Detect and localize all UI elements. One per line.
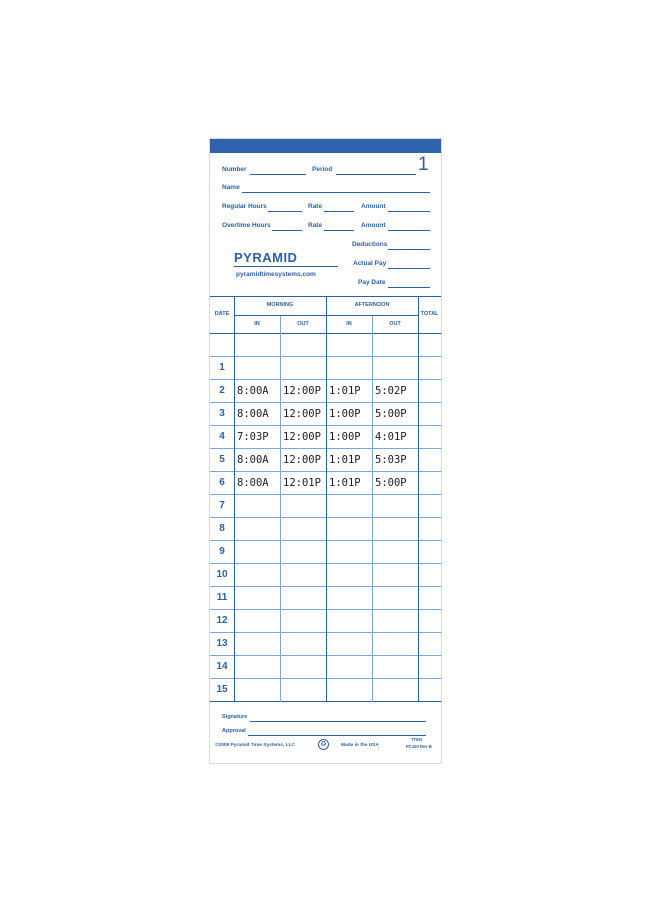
pay-date-field[interactable] (388, 287, 430, 288)
punch-m-out: 12:00P (283, 385, 321, 397)
date-cell: 5 (219, 454, 225, 465)
name-label: Name (222, 184, 240, 191)
recycle-icon: ♻ (318, 739, 329, 750)
deductions-field[interactable] (388, 249, 430, 250)
date-cell: 1 (219, 362, 225, 373)
made-in-usa: Made in the USA (341, 743, 379, 748)
punch-m-out: 12:00P (283, 431, 321, 443)
punch-a-out: 4:01P (375, 431, 407, 443)
punch-a-out: 5:02P (375, 385, 407, 397)
amount-field-overtime[interactable] (388, 230, 430, 231)
date-cell: 7 (219, 500, 225, 511)
punch-a-in: 1:01P (329, 454, 361, 466)
actual-pay-field[interactable] (388, 268, 430, 269)
date-cell: 13 (216, 638, 228, 649)
punch-a-in: 1:00P (329, 408, 361, 420)
overtime-hours-field[interactable] (272, 230, 302, 231)
date-cell: 9 (219, 546, 225, 557)
signature-label: Signature (222, 714, 248, 720)
afternoon-in-label: IN (346, 321, 352, 327)
afternoon-split-rule (372, 316, 373, 702)
midday-column-rule (326, 297, 327, 702)
actual-pay-label: Actual Pay (353, 260, 387, 267)
morning-split-rule (280, 316, 281, 702)
time-card (209, 138, 442, 764)
punch-a-out: 5:00P (375, 408, 407, 420)
regular-hours-label: Regular Hours (222, 203, 267, 210)
date-cell: 10 (216, 569, 228, 580)
morning-header: MORNING (266, 302, 294, 308)
total-header: TOTAL (420, 311, 439, 317)
punch-m-in: 8:00A (237, 385, 269, 397)
punch-a-in: 1:00P (329, 431, 361, 443)
website-url: pyramidtimesystems.com (236, 271, 316, 278)
punch-m-out: 12:00P (283, 408, 321, 420)
rate-field-regular[interactable] (324, 211, 354, 212)
punch-m-out: 12:01P (283, 477, 321, 489)
punch-m-out: 12:00P (283, 454, 321, 466)
punch-a-in: 1:01P (329, 385, 361, 397)
date-cell: 4 (219, 431, 225, 442)
amount-label-regular: Amount (361, 203, 386, 210)
amount-label-overtime: Amount (361, 222, 386, 229)
logo-text: PYRAMID (234, 250, 298, 265)
date-cell: 12 (216, 615, 228, 626)
afternoon-header: AFTERNOON (354, 302, 390, 308)
top-color-bar (210, 139, 441, 153)
morning-in-label: IN (254, 321, 260, 327)
card-number: 1 (418, 154, 429, 175)
regular-hours-field[interactable] (268, 211, 302, 212)
date-column-rule (234, 297, 235, 702)
pyramid-logo (234, 250, 297, 265)
punch-a-out: 5:03P (375, 454, 407, 466)
date-header: DATE (214, 311, 230, 317)
name-field[interactable] (242, 192, 430, 193)
rate-label-overtime: Rate (308, 222, 323, 229)
approval-label: Approval (222, 728, 246, 734)
deductions-label: Deductions (352, 241, 388, 248)
number-label: Number (222, 166, 247, 173)
date-cell: 15 (216, 684, 228, 695)
rate-label-regular: Rate (308, 203, 323, 210)
copyright: ©2009 Pyramid Time Systems, LLC (215, 743, 295, 748)
punch-m-in: 8:00A (237, 454, 269, 466)
punch-m-in: 8:00A (237, 408, 269, 420)
number-field[interactable] (250, 174, 306, 175)
total-column-rule (418, 297, 419, 702)
punch-m-in: 7:03P (237, 431, 269, 443)
date-cell: 3 (219, 408, 225, 419)
date-cell: 11 (216, 592, 228, 603)
overtime-hours-label: Overtime Hours (222, 222, 271, 229)
punch-a-in: 1:01P (329, 477, 361, 489)
approval-field[interactable] (248, 735, 426, 736)
punch-a-out: 5:00P (375, 477, 407, 489)
period-field[interactable] (336, 174, 416, 175)
signature-field[interactable] (250, 721, 426, 722)
form-code: TTEN (411, 737, 422, 742)
rate-field-overtime[interactable] (324, 230, 354, 231)
afternoon-out-label: OUT (389, 321, 401, 327)
date-cell: 14 (216, 661, 228, 672)
date-cell: 6 (219, 477, 225, 488)
revision: PC420 Rev B (406, 744, 432, 749)
date-cell: 8 (219, 523, 225, 534)
amount-field-regular[interactable] (388, 211, 430, 212)
logo-underline (234, 266, 338, 267)
morning-out-label: OUT (297, 321, 309, 327)
punch-m-in: 8:00A (237, 477, 269, 489)
date-cell: 2 (219, 385, 225, 396)
period-label: Period (312, 166, 333, 173)
pay-date-label: Pay Date (358, 279, 386, 286)
